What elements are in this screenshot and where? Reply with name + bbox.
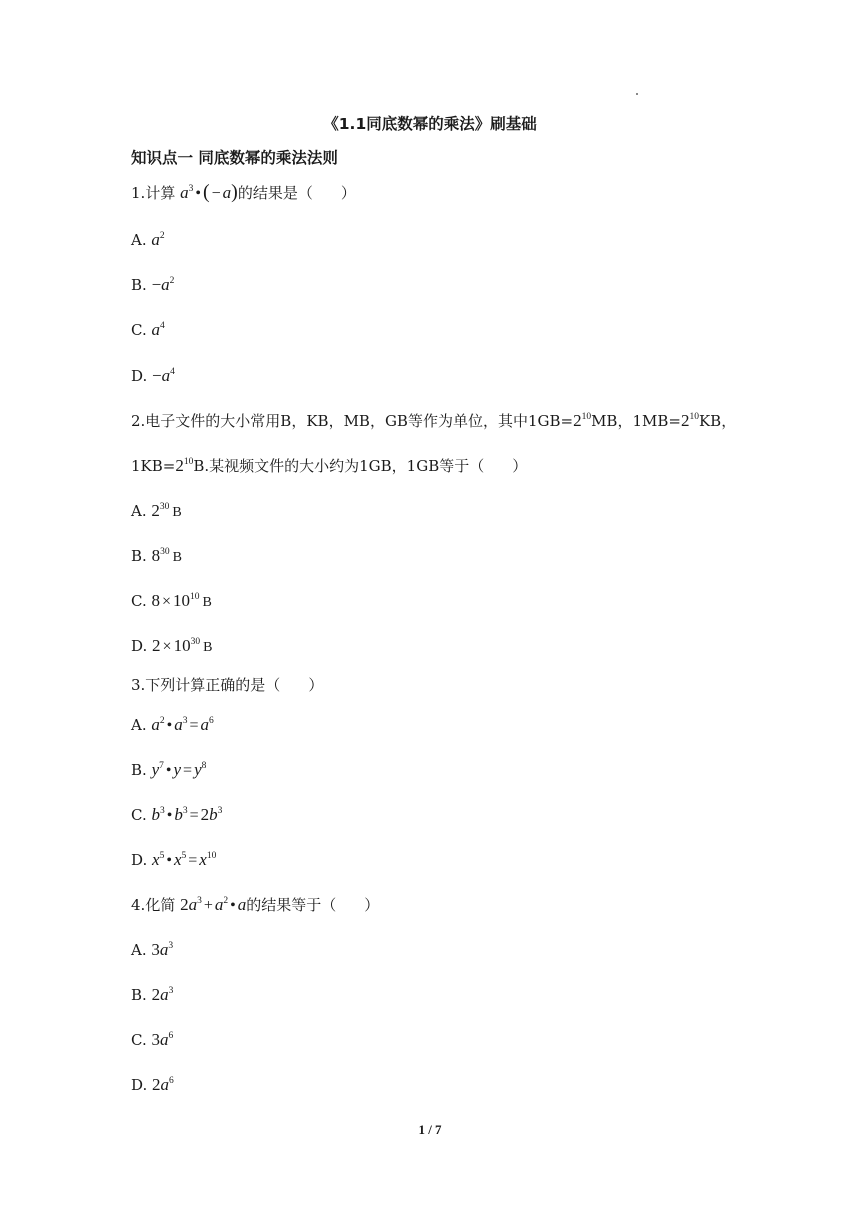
question-4-option-b: B. $2a^3$	[131, 985, 174, 1004]
question-2-option-b: B. $8^{30}$ B	[131, 546, 182, 565]
question-2-option-d: D. $2 \times 10^{30}$ B	[131, 636, 213, 655]
question-2-stem-line-2: $1KB=2^{10}B$.某视频文件的大小约为1GB，1GB等于（ ）	[131, 456, 528, 475]
question-4-option-c: C. $3a^6$	[131, 1030, 174, 1049]
question-2-option-c: C. $8 \times 10^{10}$ B	[131, 591, 212, 610]
question-3-option-c: C. $b^3$ • $b^3 = 2b^3$	[131, 805, 223, 824]
page-title: 《1.1同底数幂的乘法》刷基础	[323, 115, 537, 133]
question-2-stem-line-1: 2.电子文件的大小常用B，KB，MB，GB等作为单位，其中$1GB=2^{10}MB$，$1MB=2^{10}KB$，	[131, 411, 737, 430]
question-4-option-a: A. $3a^3$	[131, 940, 174, 959]
question-4-stem: 4.化简 $2a^3 + a^2$ • a的结果等于（ ）	[131, 895, 380, 914]
question-3-stem: 3.下列计算正确的是（ ）	[131, 676, 324, 694]
question-1-option-d: D. $-a^4$	[131, 366, 175, 385]
question-1-option-b: B. $-a^2$	[131, 275, 175, 294]
question-1-option-a: A. $a^2$	[131, 230, 165, 249]
question-3-option-d: D. $x^5$ • $x^5 = x^{10}$	[131, 850, 217, 869]
section-heading: 知识点一 同底数幂的乘法法则	[131, 149, 338, 167]
question-3-option-a: A. $a^2$ • $a^3 = a^6$	[131, 715, 214, 734]
page-number: 1 / 7	[418, 1122, 442, 1137]
stray-dot	[636, 93, 638, 95]
question-2-option-a: A. $2^{30}$ B	[131, 501, 182, 520]
question-1-option-c: C. $a^4$	[131, 320, 165, 339]
question-3-option-b: B. $y^7$ • $y = y^8$	[131, 760, 207, 779]
question-1-stem: 1.计算 $a^3$ • ( − a)的结果是（ ）	[131, 181, 356, 203]
question-4-option-d: D. $2a^6$	[131, 1075, 174, 1094]
